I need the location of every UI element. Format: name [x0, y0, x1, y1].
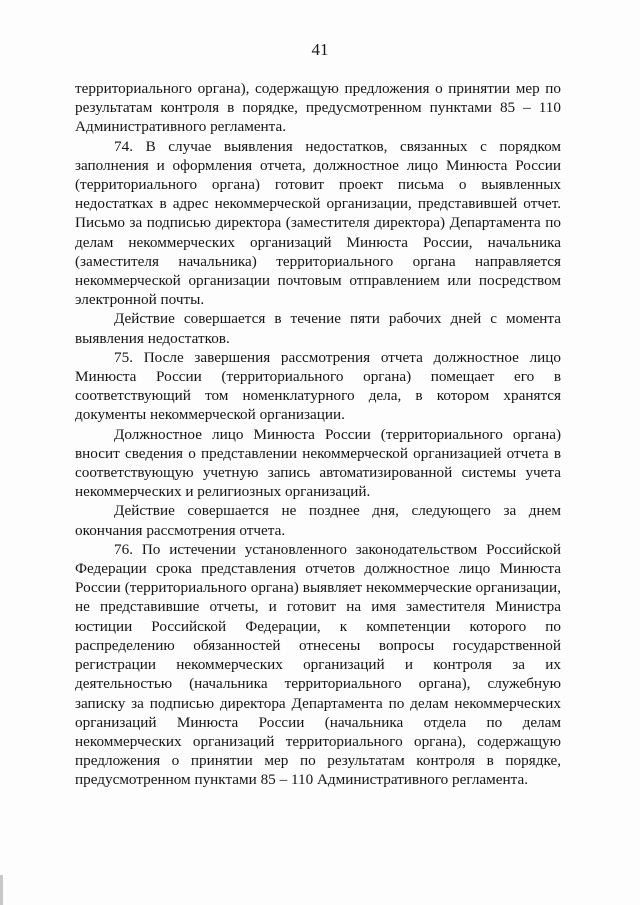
- page-number: 41: [311, 40, 329, 59]
- document-body: [75, 79, 561, 790]
- paragraph-76: 76. По истечении установленного законодательством Российской Федерации срока представления отчетов должностное лицо Минюста России (территориального органа) выявляет некоммерческие организации, не представившие отчеты, и готовит на имя заместителя Министра юстиции Российской Федерации, к компетенции которого по распределению обязанностей отнесены вопросы государственной регистрации некоммерческих организаций и контроля за их деятельностью (начальника территориального органа), служебную записку за подписью директора Департамента по делам некоммерческих организаций Минюста России (начальника отдела по делам некоммерческих организаций территориального органа), содержащую предложения о принятии мер по результатам контроля в порядке, предусмотренном пунктами 85 – 110 Административного регламента.: [75, 540, 561, 789]
- paragraph-75-deadline: Действие совершается не позднее дня, следующего за днем окончания рассмотрения отчета.: [75, 502, 561, 539]
- paragraph-74: 74. В случае выявления недостатков, связанных с порядком заполнения и оформления отчета, должностное лицо Минюста России (территориального органа) готовит проект письма о выявленных недостатках в адрес некоммерческой организации, представившей отчет. Письмо за подписью директора (заместителя директора) Департамента по делам некоммерческих организаций Минюста России, начальника (заместителя начальника) территориального органа направляется некоммерческой организации почтовым отправлением или посредством электронной почты.: [75, 137, 561, 309]
- scan-edge-mark: [0, 875, 3, 905]
- paragraph-continuation: территориального органа), содержащую предложения о принятии мер по результатам контроля в порядке, предусмотренном пунктами 85 – 110 Административного регламента.: [75, 80, 561, 136]
- paragraph-75: 75. После завершения рассмотрения отчета должностное лицо Минюста России (территориального органа) помещает его в соответствующий том номенклатурного дела, в котором хранятся документы некоммерческой организации.: [75, 348, 561, 424]
- paragraph-75-registry: Должностное лицо Минюста России (территориального органа) вносит сведения о представлении некоммерческой организацией отчета в соответствующую учетную запись автоматизированной системы учета некоммерческих и религиозных организаций.: [75, 425, 561, 501]
- paragraph-74-deadline: Действие совершается в течение пяти рабочих дней с момента выявления недостатков.: [75, 310, 561, 347]
